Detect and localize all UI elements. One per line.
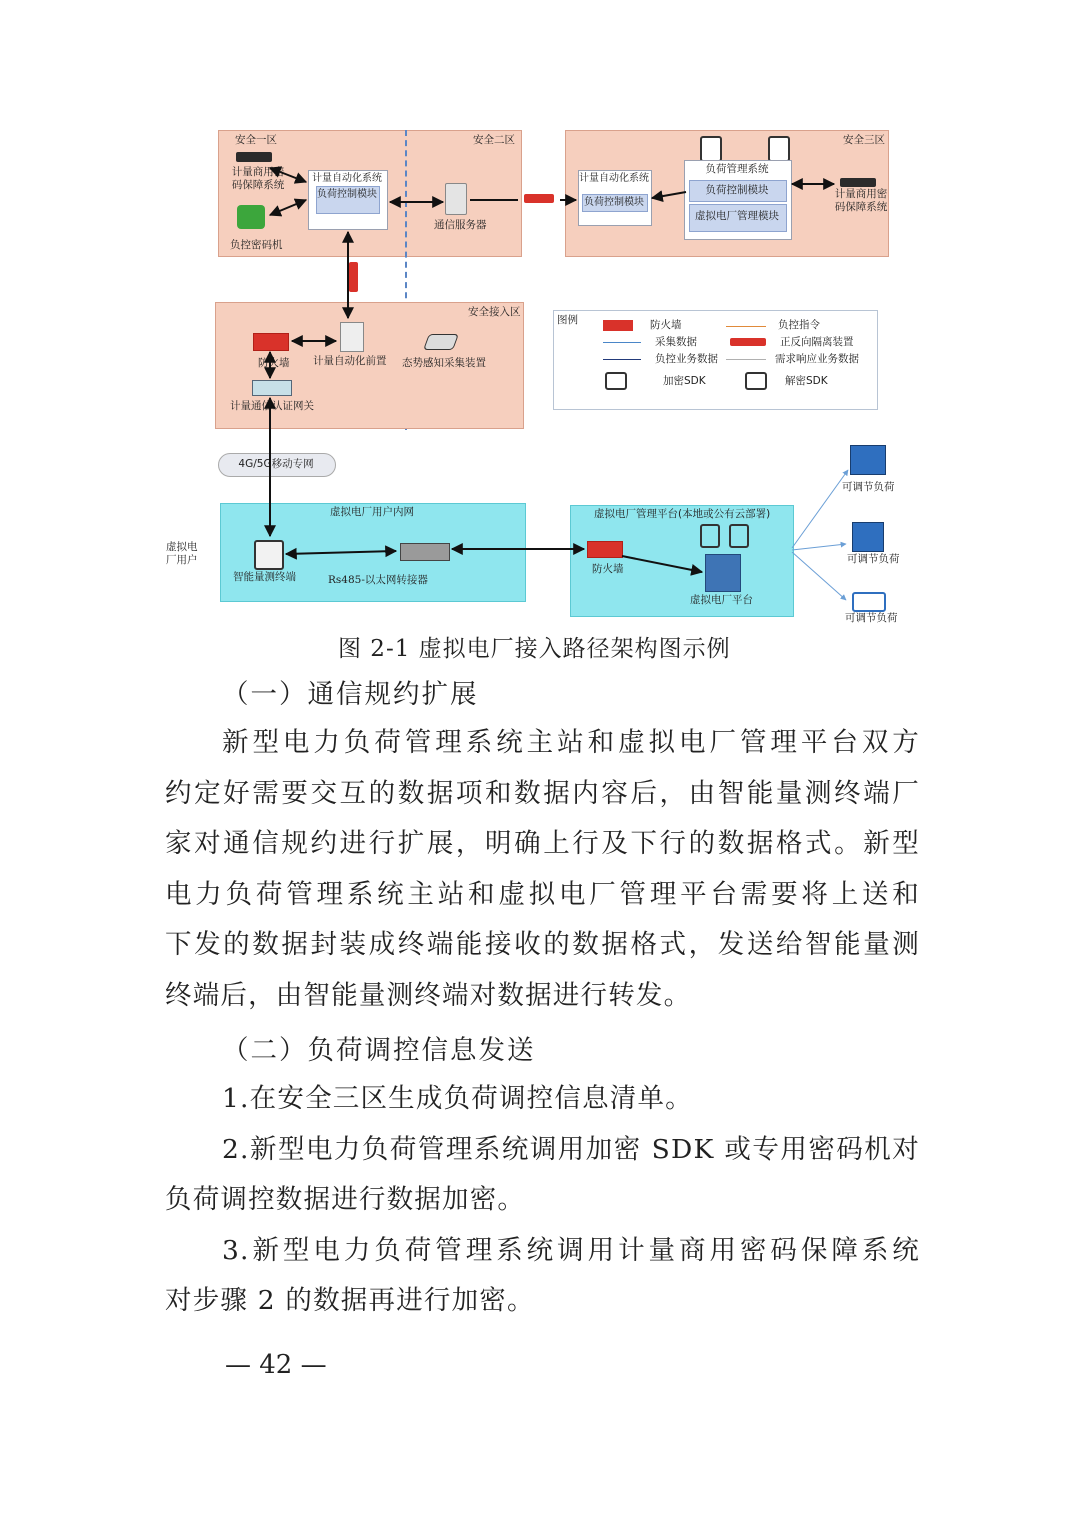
metering-auto-system-3-label: 计量自动化系统	[579, 173, 649, 184]
access-zone-label: 安全接入区	[468, 306, 521, 318]
step-line: 对步骤 2 的数据再进行加密。	[165, 1285, 535, 1316]
adjustable-load-1-label: 可调节负荷	[842, 481, 895, 493]
crypto-system-1-label: 计量商用密码保障系统	[231, 166, 285, 191]
step-line: 3.新型电力负荷管理系统调用计量商用密码保障系统	[222, 1234, 920, 1266]
smart-terminal-label: 智能量测终端	[233, 571, 296, 583]
legend-business-label: 负控业务数据	[655, 353, 718, 365]
vpp-user-label: 虚拟电厂用户	[166, 541, 198, 566]
load-control-module-1-label: 负荷控制模块	[317, 189, 377, 200]
mobile-net-label: 4G/5G移动专网	[238, 458, 314, 470]
legend-isolation-label: 正反向隔离装置	[780, 336, 854, 348]
legend-title: 图例	[557, 314, 578, 326]
para1-line: 新型电力负荷管理系统主站和虚拟电厂管理平台双方	[222, 727, 920, 758]
legend-encrypt-label: 加密SDK	[663, 375, 706, 387]
legend-load-cmd-label: 负控指令	[778, 319, 820, 331]
section-heading-2: （二）负荷调控信息发送	[222, 1035, 536, 1066]
zone-3-label: 安全三区	[843, 134, 885, 146]
para1-line: 下发的数据封装成终端能接收的数据格式，发送给智能量测	[165, 929, 920, 960]
firewall-vpp-label: 防火墙	[592, 563, 624, 575]
adjustable-load-2-label: 可调节负荷	[847, 553, 900, 565]
legend-decrypt-label: 解密SDK	[785, 375, 828, 387]
step-line: 负荷调控数据进行数据加密。	[165, 1184, 526, 1215]
steps-block	[165, 1074, 920, 1327]
load-mgmt-system-label: 负荷管理系统	[705, 163, 769, 175]
para1-line: 家对通信规约进行扩展，明确上行及下行的数据格式。新型	[165, 828, 920, 859]
para1-line: 终端后，由智能量测终端对数据进行转发。	[165, 979, 692, 1011]
metering-front-label: 计量自动化前置	[313, 355, 387, 367]
vpp-intranet-label: 虚拟电厂用户内网	[330, 506, 414, 518]
load-control-module-3-label: 负荷控制模块	[584, 197, 644, 208]
section-heading-1: （一）通信规约扩展	[222, 679, 479, 710]
legend-collect-label: 采集数据	[655, 336, 697, 348]
step-line: 2.新型电力负荷管理系统调用加密 SDK 或专用密码机对	[222, 1133, 920, 1165]
page-number: — 42 —	[225, 1350, 327, 1380]
zone-1-label: 安全一区	[235, 134, 277, 146]
para1-line: 电力负荷管理系统主站和虚拟电厂管理平台需要将上送和	[165, 878, 920, 910]
situation-device-label: 态势感知采集装置	[402, 357, 486, 369]
load-crypto-machine-label: 负控密码机	[230, 239, 283, 251]
legend-demand-label: 需求响应业务数据	[775, 353, 859, 365]
firewall-access-label: 防火墙	[258, 357, 290, 369]
paragraph-1	[165, 718, 920, 1021]
vpp-mgmt-module-label: 虚拟电厂管理模块	[695, 210, 779, 222]
legend-firewall-label: 防火墙	[650, 319, 682, 331]
comm-gateway-label: 计量通信认证网关	[230, 400, 314, 412]
figure-caption: 图 2-1 虚拟电厂接入路径架构图示例	[338, 636, 731, 662]
crypto-system-3-label: 计量商用密码保障系统	[834, 188, 888, 213]
vpp-platform-zone-label: 虚拟电厂管理平台(本地或公有云部署)	[594, 508, 771, 520]
load-control-module-lm-label: 负荷控制模块	[705, 184, 769, 196]
metering-auto-system-label: 计量自动化系统	[312, 173, 382, 184]
rs485-label: Rs485-以太网转接器	[328, 574, 428, 586]
para1-line: 约定好需要交互的数据项和数据内容后，由智能量测终端厂	[165, 777, 920, 809]
adjustable-load-3-label: 可调节负荷	[845, 612, 898, 624]
diagram-connectors	[0, 0, 1080, 640]
comm-server-label: 通信服务器	[434, 219, 487, 231]
zone-2-label: 安全二区	[473, 134, 515, 146]
vpp-platform-label: 虚拟电厂平台	[690, 594, 753, 606]
step-line: 1.在安全三区生成负荷调控信息清单。	[222, 1083, 693, 1114]
